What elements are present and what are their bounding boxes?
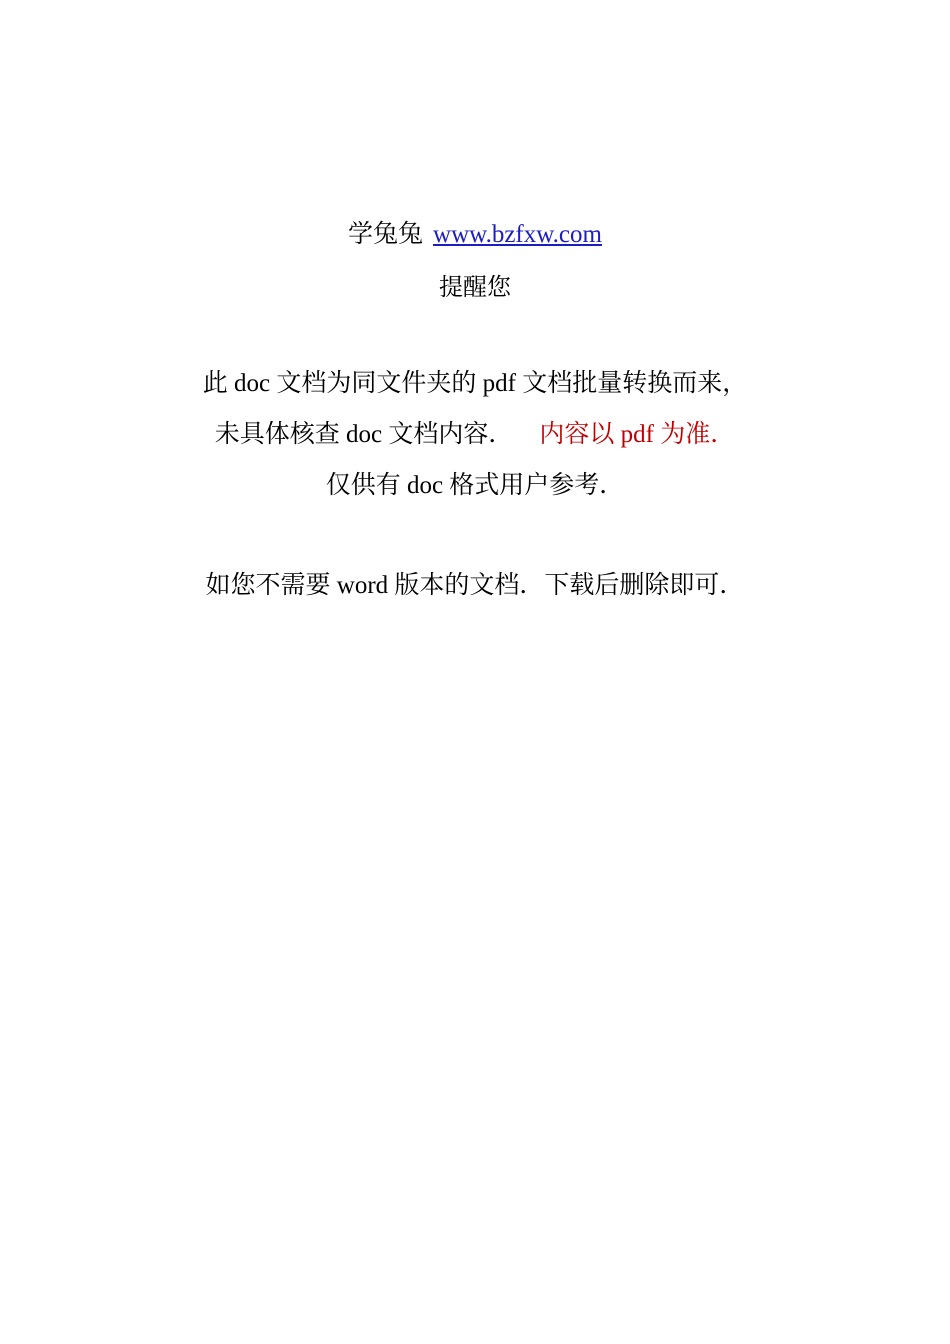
site-url-link[interactable]: www.bzfxw.com: [433, 221, 602, 248]
notice-paragraph-line-2: [0, 422, 950, 447]
notice-label: 提醒您: [439, 275, 511, 301]
notice-paragraph-2-line-1: 如您不需要 word 版本的文档．下载后删除即可．: [205, 572, 745, 599]
document-header-line: [0, 222, 950, 247]
notice-highlight-text: 内容以 pdf 为准．: [539, 421, 736, 448]
notice-paragraph-line-3: 仅供有 doc 格式用户参考．: [325, 472, 625, 499]
notice-paragraph-line-2-text: 未具体核查 doc 文档内容．: [214, 421, 514, 448]
site-name: 学兔兔: [348, 221, 424, 248]
notice-paragraph-line-1: 此 doc 文档为同文件夹的 pdf 文档批量转换而来，: [202, 370, 748, 397]
